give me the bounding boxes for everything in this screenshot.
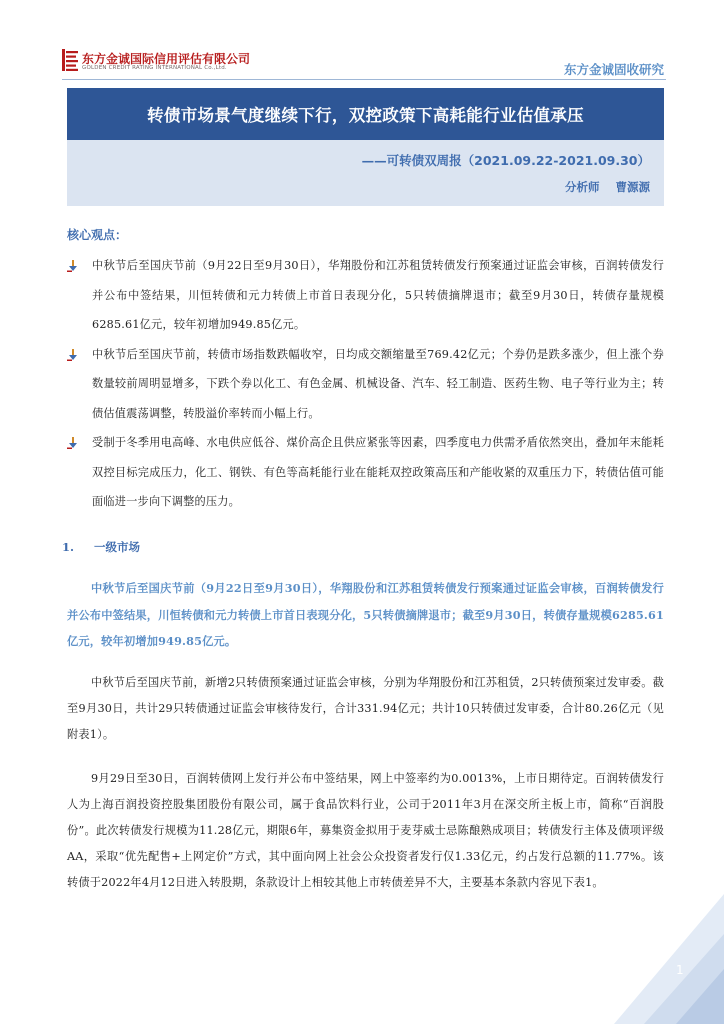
bullet-text: 受制于冬季用电高峰、水电供应低谷、煤价高企且供应紧张等因素，四季度电力供需矛盾依然突出，叠加年末能耗双控目标完成压力，化工、钢铁、有色等高耗能行业在能耗双控政策高压和产能收紧的双重压力下，转债估值可能面临进一步向下调整的压力。 bbox=[92, 436, 664, 508]
body-paragraph: 中秋节后至国庆节前，新增2只转债预案通过证监会审核，分别为华翔股份和江苏租赁，2只转债预案过发审委。截至9月30日，共计29只转债通过证监会审核待发行，合计331.94亿元；共计10只转债过发审委，合计80.26亿元（见附表1）。 bbox=[67, 676, 664, 741]
page-number: 1 bbox=[676, 963, 684, 977]
company-name-en: GOLDEN CREDIT RATING INTERNATIONAL Co.,Ltd. bbox=[82, 65, 227, 71]
bullet-arrow-icon bbox=[67, 437, 79, 449]
core-views-list bbox=[67, 251, 664, 517]
header-divider bbox=[62, 79, 666, 80]
company-logo-icon bbox=[62, 49, 78, 71]
bullet-text: 中秋节后至国庆节前，转债市场指数跌幅收窄，日均成交额缩量至769.42亿元；个券仍是跌多涨少，但上涨个券数量较前周明显增多，下跌个券以化工、有色金属、机械设备、汽车、轻工制造、医药生物、电子等行业为主；转债估值震荡调整，转股溢价率转而小幅上行。 bbox=[92, 347, 664, 420]
list-item bbox=[67, 340, 664, 429]
body-paragraph: 9月29日至30日，百润转债网上发行并公布中签结果，网上中签率约为0.0013%，上市日期待定。百润转债发行人为上海百润投资控股集团股份有限公司，属于食品饮料行业，公司于2011年3月在深交所主板上市，简称“百润股份”。此次转债发行规模为11.28亿元，期限6年，募集资金拟用于麦芽威士忌陈酿熟成项目；转债发行主体及债项评级AA，采取“优先配售+上网定价”方式，其中面向网上社会公众投资者发行仅1.33亿元，约占发行总额的11.77%。该转债于2022年4月12日进入转股期，条款设计上相较其他上市转债差异不大，主要基本条款内容见下表1。 bbox=[67, 772, 664, 889]
core-views-heading: 核心观点： bbox=[67, 228, 128, 242]
bullet-arrow-icon bbox=[67, 349, 79, 361]
bullet-text: 中秋节后至国庆节前（9月22日至9月30日），华翔股份和江苏租赁转债发行预案通过证监会审核，百润转债发行并公布中签结果，川恒转债和元力转债上市首日表现分化，5只转债摘牌退市；截至9月30日，转债存量规模6285.61亿元，较年初增加949.85亿元。 bbox=[92, 259, 664, 331]
analyst-name: 分析师 曹源源 bbox=[564, 180, 650, 194]
report-subtitle: ——可转债双周报（2021.09.22-2021.09.30） bbox=[361, 153, 650, 168]
section-number: 1. bbox=[62, 540, 75, 554]
list-item bbox=[67, 251, 664, 340]
report-title: 转债市场景气度继续下行，双控政策下高耗能行业估值承压 bbox=[67, 88, 664, 140]
company-name-cn: 东方金诚国际信用评估有限公司 bbox=[82, 52, 251, 66]
corner-decoration bbox=[614, 894, 724, 1024]
section-summary: 中秋节后至国庆节前（9月22日至9月30日），华翔股份和江苏租赁转债发行预案通过证监会审核，百润转债发行并公布中签结果，川恒转债和元力转债上市首日表现分化，5只转债摘牌退市；截至9月30日，转债存量规模6285.61亿元，较年初增加949.85亿元。 bbox=[67, 581, 664, 648]
section-title: 一级市场 bbox=[94, 540, 140, 554]
page-header bbox=[62, 47, 664, 77]
subtitle-band bbox=[67, 140, 664, 206]
section-heading bbox=[62, 539, 140, 555]
bullet-arrow-icon bbox=[67, 260, 79, 272]
header-series-label: 东方金诚固收研究 bbox=[563, 62, 664, 77]
list-item bbox=[67, 428, 664, 517]
